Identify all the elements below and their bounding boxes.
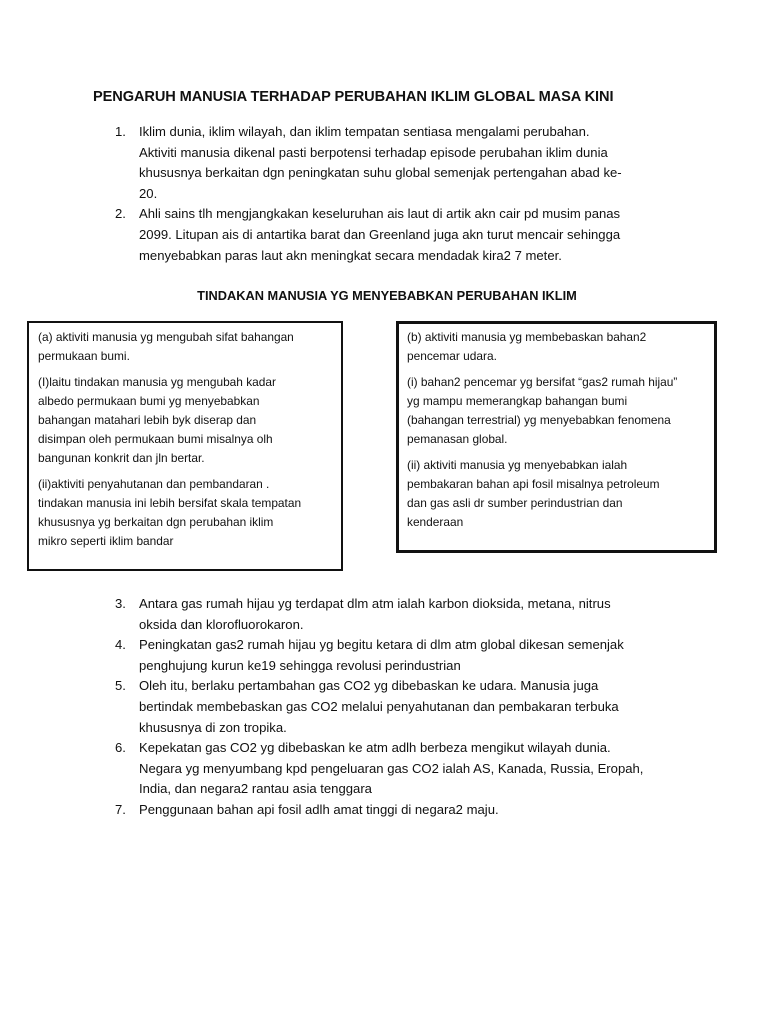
list-item-line: Iklim dunia, iklim wilayah, dan iklim tempatan sentiasa mengalami perubahan. — [139, 124, 590, 139]
box-line: pemanasan global. — [407, 432, 508, 446]
box-point — [38, 373, 333, 468]
list-item — [0, 738, 673, 800]
list-item-number: 2. — [115, 206, 126, 222]
list-item-line: khususnya berkaitan dgn peningkatan suhu global semenjak pertengahan abad ke- — [139, 165, 622, 181]
intro-list — [0, 122, 673, 266]
list-item-line: Negara yg menyumbang kpd pengeluaran gas CO2 ialah AS, Kanada, Russia, Eropah, — [139, 760, 644, 776]
box-line: (i) bahan2 pencemar yg bersifat “gas2 rumah hijau” — [407, 375, 678, 389]
box-line: pencemar udara. — [407, 349, 497, 363]
box-line: (a) aktiviti manusia yg mengubah sifat bahangan — [38, 330, 294, 344]
box-line: tindakan manusia ini lebih bersifat skala tempatan — [38, 496, 302, 510]
box-air-pollutants — [396, 321, 717, 553]
list-item-line: India, dan negara2 rantau asia tenggara — [139, 781, 372, 797]
list-item-line: Oleh itu, berlaku pertambahan gas CO2 yg dibebaskan ke udara. Manusia juga — [139, 678, 599, 694]
list-item — [0, 594, 673, 635]
list-item-line: Ahli sains tlh mengjangkakan keseluruhan ais laut di artik akn cair pd musim panas — [139, 206, 621, 222]
list-item — [0, 635, 673, 676]
list-item — [0, 122, 673, 204]
list-item — [0, 676, 673, 738]
box-line: dan gas asli dr sumber perindustrian dan — [407, 496, 623, 510]
box-line: pembakaran bahan api fosil misalnya petroleum — [407, 477, 660, 491]
list-item-line: menyebabkan paras laut akn meningkat secara mendadak kira2 7 meter. — [139, 247, 562, 263]
list-item-number: 3. — [115, 596, 126, 611]
box-line: yg mampu memerangkap bahangan bumi — [407, 394, 628, 408]
list-item-number: 1. — [115, 124, 126, 139]
box-point — [407, 373, 707, 449]
box-line: (b) aktiviti manusia yg membebaskan bahan2 — [407, 330, 647, 344]
list-item-number: 5. — [115, 678, 126, 694]
box-line: (ii) aktiviti manusia yg menyebabkan ialah — [407, 458, 628, 472]
box-line: disimpan oleh permukaan bumi misalnya olh — [38, 432, 273, 446]
box-heading — [407, 328, 707, 366]
list-item-line: 20. — [139, 185, 158, 201]
box-heading — [38, 328, 333, 366]
box-line: (bahangan terrestrial) yg menyebabkan fenomena — [407, 413, 671, 427]
list-item-line: oksida dan klorofluorokaron. — [139, 616, 304, 632]
list-item-line: Aktiviti manusia dikenal pasti berpotensi terhadap episode perubahan iklim dunia — [139, 144, 608, 160]
box-line: (ii)aktiviti penyahutanan dan pembandaran . — [38, 477, 270, 491]
list-item — [0, 204, 673, 266]
list-item-number: 6. — [115, 740, 126, 756]
list-item-line: Penggunaan bahan api fosil adlh amat tinggi di negara2 maju. — [139, 801, 499, 817]
box-line: albedo permukaan bumi yg menyebabkan — [38, 394, 260, 408]
box-line: khususnya yg berkaitan dgn perubahan iklim — [38, 515, 274, 529]
list-item-line: bertindak membebaskan gas CO2 melalui penyahutanan dan pembakaran terbuka — [139, 698, 619, 714]
box-surface-radiation — [27, 321, 343, 571]
list-item-line: Antara gas rumah hijau yg terdapat dlm atm ialah karbon dioksida, metana, nitrus — [139, 596, 611, 611]
box-point — [38, 475, 333, 551]
box-line: kenderaan — [407, 515, 464, 529]
page-title: PENGARUH MANUSIA TERHADAP PERUBAHAN IKLIM GLOBAL MASA KINI — [93, 89, 614, 105]
list-item-line: khususnya di zon tropika. — [139, 719, 287, 735]
box-line: bangunan konkrit dan jln bertar. — [38, 451, 205, 465]
section-subtitle: TINDAKAN MANUSIA YG MENYEBABKAN PERUBAHAN IKLIM — [197, 288, 577, 303]
list-item-line: Kepekatan gas CO2 yg dibebaskan ke atm adlh berbeza mengikut wilayah dunia. — [139, 740, 611, 756]
list-item-number: 7. — [115, 801, 126, 817]
list-item-line: Peningkatan gas2 rumah hijau yg begitu ketara di dlm atm global dikesan semenjak — [139, 637, 624, 653]
list-item — [0, 800, 673, 821]
list-item-line: penghujung kurun ke19 sehingga revolusi perindustrian — [139, 657, 461, 673]
box-point — [407, 456, 707, 532]
box-line: bahangan matahari lebih byk diserap dan — [38, 413, 257, 427]
box-line: (I)laitu tindakan manusia yg mengubah kadar — [38, 375, 276, 389]
list-item-number: 4. — [115, 637, 126, 653]
box-line: mikro seperti iklim bandar — [38, 534, 174, 548]
box-line: permukaan bumi. — [38, 349, 130, 363]
list-item-line: 2099. Litupan ais di antartika barat dan Greenland juga akn turut mencair sehingga — [139, 226, 621, 242]
details-list — [0, 594, 673, 821]
